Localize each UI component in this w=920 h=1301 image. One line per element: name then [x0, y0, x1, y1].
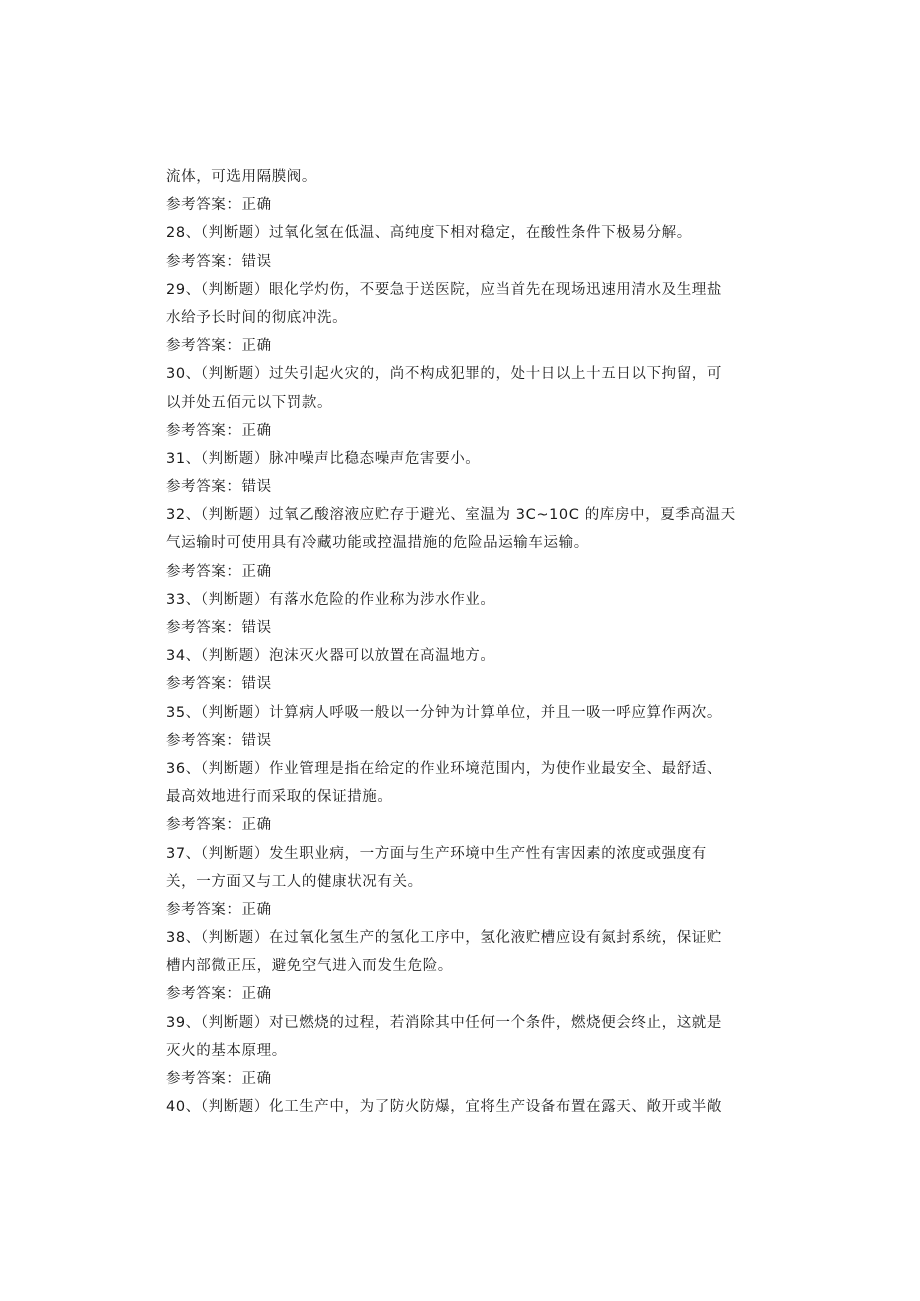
answer-line: 参考答案：错误: [166, 479, 272, 496]
question-line: 40、（判断题）化工生产中，为了防火防爆，宜将生产设备布置在露天、敞开或半敞: [166, 1099, 722, 1116]
line-text: 流体，可选用隔膜阀。: [166, 169, 317, 185]
answer-line: 参考答案：正确: [166, 901, 272, 918]
answer-line: 参考答案：正确: [166, 986, 272, 1003]
line-text: 关，一方面又与工人的健康状况有关。: [166, 873, 423, 890]
answer-line: 参考答案：错误: [166, 620, 272, 636]
question-line: 34、（判断题）泡沫灭火器可以放置在高温地方。: [166, 648, 496, 665]
question-line: 30、（判断题）过失引起火灾的，尚不构成犯罪的，处十日以上十五日以下拘留，可: [166, 366, 722, 383]
answer-line: 参考答案：正确: [166, 422, 272, 439]
answer-line: 参考答案：正确: [166, 197, 272, 214]
line-text: 水给予长时间的彻底冲洗。: [166, 309, 348, 326]
answer-line: 参考答案：正确: [166, 1071, 272, 1087]
answer-line: 参考答案：正确: [166, 817, 272, 834]
answer-line: 参考答案：正确: [166, 563, 272, 580]
question-line: 36、（判断题）作业管理是指在给定的作业环境范围内，为使作业最安全、最舒适、: [166, 760, 722, 777]
line-text: 槽内部微正压，避免空气进入而发生危险。: [166, 958, 453, 975]
question-line: 39、（判断题）对已燃烧的过程，若消除其中任何一个条件，燃烧便会终止，这就是: [166, 1014, 722, 1031]
answer-line: 参考答案：错误: [166, 676, 272, 693]
question-line: 38、（判断题）在过氧化氢生产的氢化工序中，氢化液贮槽应设有氮封系统，保证贮: [166, 930, 722, 947]
question-list: [166, 163, 746, 1121]
question-line: 37、（判断题）发生职业病，一方面与生产环境中生产性有害因素的浓度或强度有: [166, 845, 707, 862]
answer-line: 参考答案：错误: [166, 253, 272, 270]
answer-line: 参考答案：错误: [166, 732, 272, 749]
line-text: 气运输时可使用具有冷藏功能或控温措施的危险品运输车运输。: [166, 535, 589, 552]
line-text: 最高效地进行而采取的保证措施。: [166, 789, 393, 806]
question-line: 31、（判断题）脉冲噪声比稳态噪声危害要小。: [166, 450, 481, 467]
question-line: 32、（判断题）过氧乙酸溶液应贮存于避光、室温为 3C~10C 的库房中，夏季高温天: [166, 507, 736, 524]
question-line: 35、（判断题）计算病人呼吸一般以一分钟为计算单位，并且一吸一呼应算作两次。: [166, 704, 722, 721]
question-line: 28、（判断题）过氧化氢在低温、高纯度下相对稳定，在酸性条件下极易分解。: [166, 225, 692, 242]
answer-line: 参考答案：正确: [166, 338, 272, 355]
question-line: 29、（判断题）眼化学灼伤，不要急于送医院，应当首先在现场迅速用清水及生理盐: [166, 281, 722, 298]
line-text: 灭火的基本原理。: [166, 1042, 287, 1059]
line-text: 以并处五佰元以下罚款。: [166, 394, 333, 411]
question-line: 33、（判断题）有落水危险的作业称为涉水作业。: [166, 591, 496, 608]
